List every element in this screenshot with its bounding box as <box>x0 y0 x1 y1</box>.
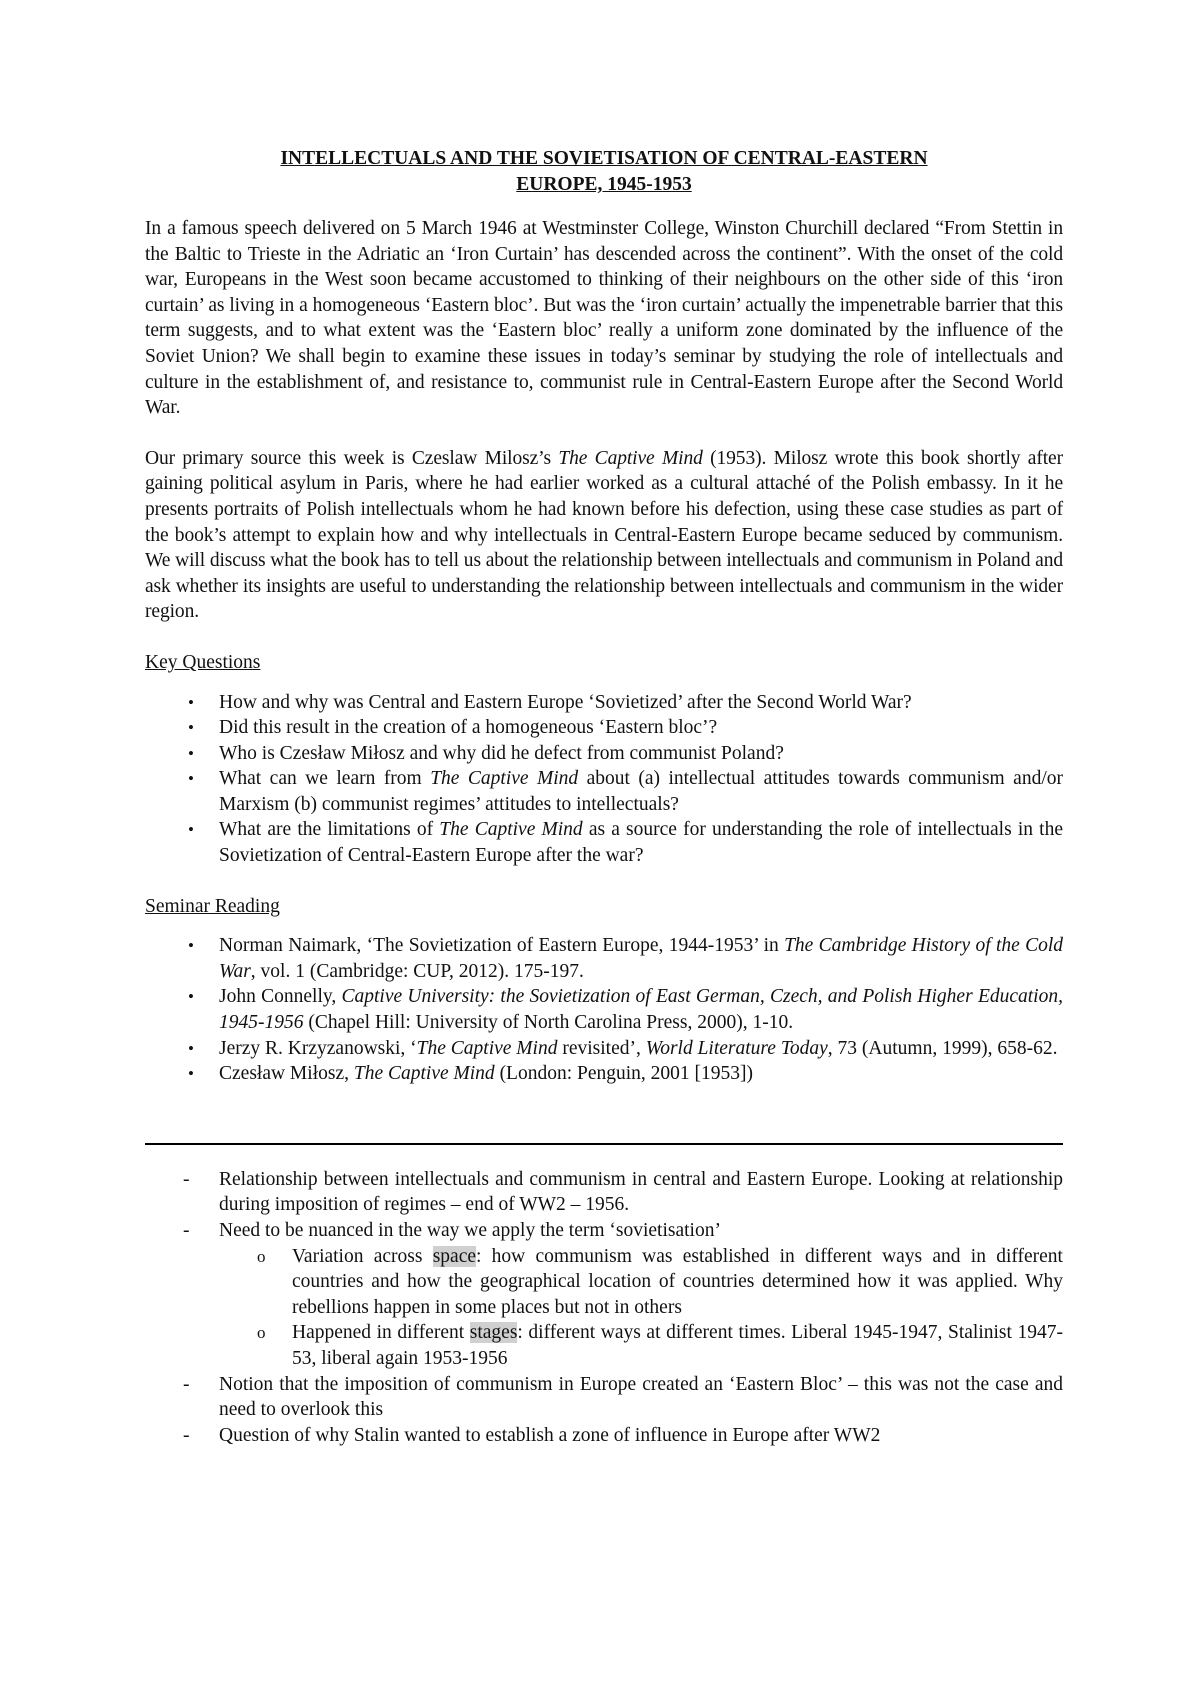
list-item <box>145 1167 1063 1218</box>
note-text: Happened in different <box>292 1322 470 1344</box>
title-line-2: EUROPE, 1945-1953 <box>516 174 692 195</box>
list-item <box>145 766 1063 817</box>
dash-icon: - <box>183 1168 190 1190</box>
key-questions-list <box>145 690 1063 869</box>
list-item <box>145 984 1063 1035</box>
reading-title: The Captive Mind <box>416 1037 558 1059</box>
list-item <box>145 715 1063 741</box>
list-item <box>145 1423 1063 1449</box>
seminar-reading-heading: Seminar Reading <box>145 895 280 917</box>
note-text: Notion that the imposition of communism in Europe created an ‘Eastern Bloc’ – this was not the case and need to overlook this <box>219 1373 1063 1421</box>
reading-text: Jerzy R. Krzyzanowski, ‘ <box>219 1037 417 1059</box>
question-text: about (a) intellectual attitudes towards communism and/or Marxism (b) communist regimes’ attitudes to intellectuals? <box>219 768 1063 815</box>
note-text: Variation across <box>292 1245 433 1267</box>
bullet-icon: • <box>188 769 194 789</box>
list-item <box>145 1218 1063 1372</box>
circle-bullet-icon: o <box>257 1246 266 1266</box>
bullet-icon: • <box>188 820 194 840</box>
title-line-1: INTELLECTUALS AND THE SOVIETISATION OF CENTRAL-EASTERN <box>280 148 928 169</box>
reading-list <box>145 933 1063 1087</box>
reading-text: (London: Penguin, 2001 [1953]) <box>494 1063 754 1085</box>
list-item <box>145 1372 1063 1423</box>
reading-title: Captive University: the Sovietization of East German, Czech, and Polish Higher Education, 1945-1956 <box>219 986 1063 1034</box>
list-item <box>145 1036 1063 1062</box>
list-item <box>145 933 1063 984</box>
question-text: What can we learn from <box>219 768 431 790</box>
section-divider <box>145 1143 1063 1145</box>
dash-icon: - <box>183 1373 190 1395</box>
note-text: : how communism was established in different ways and in different countries and how the geographical location of countries determined how it was applied. Why rebellions happen in some places but not in others <box>292 1245 1063 1318</box>
note-text: Question of why Stalin wanted to establish a zone of influence in Europe after WW2 <box>219 1424 881 1446</box>
question-text: How and why was Central and Eastern Europe ‘Sovietized’ after the Second World War? <box>219 691 912 713</box>
reading-text: Norman Naimark, ‘The Sovietization of Eastern Europe, 1944-1953’ in <box>219 935 785 957</box>
bullet-icon: • <box>188 1064 194 1084</box>
list-item <box>145 1061 1063 1087</box>
list-item <box>145 741 1063 767</box>
sub-list-item <box>145 1320 1063 1371</box>
list-item <box>145 690 1063 716</box>
reading-text: , 73 (Autumn, 1999), 658-62. <box>827 1037 1058 1059</box>
para2-text-after: (1953). Milosz wrote this book shortly after gaining political asylum in Paris, where he had earlier worked as a cultural attaché of the Polish embassy. In it he presents portraits of Polish intellectuals whom he had known before his defection, using these case studies as part of the book’s attempt to explain how and why intellectuals in Central-Eastern Europe became seduced by communism. We will discuss what the book has to tell us about the relationship between intellectuals and communism in Poland and ask whether its insights are useful to understanding the relationship between intellectuals and communism in the wider region. <box>145 447 1063 623</box>
question-text: Who is Czesław Miłosz and why did he defect from communist Poland? <box>219 742 784 764</box>
reading-title: The Captive Mind <box>353 1063 495 1085</box>
dash-icon: - <box>183 1220 190 1241</box>
bullet-icon: • <box>188 743 194 763</box>
note-text: Relationship between intellectuals and communism in central and Eastern Europe. Looking at relationship during imposition of regimes – end of WW2 – 1956. <box>219 1168 1063 1216</box>
highlighted-text: space <box>432 1245 477 1267</box>
bullet-icon: • <box>188 718 194 738</box>
notes-list <box>145 1167 1063 1449</box>
para2-book-title: The Captive Mind <box>558 447 703 469</box>
book-title: The Captive Mind <box>439 819 583 841</box>
note-text: : different ways at different times. Liberal 1945-1947, Stalinist 1947-53, liberal again 1953-1956 <box>292 1322 1063 1369</box>
bullet-icon: • <box>188 1038 194 1058</box>
document-title <box>145 146 1063 198</box>
bullet-icon: • <box>188 987 194 1007</box>
document-page <box>145 0 1063 1448</box>
reading-text: John Connelly, <box>219 986 342 1008</box>
book-title: The Captive Mind <box>430 768 579 790</box>
question-text: Did this result in the creation of a homogeneous ‘Eastern bloc’? <box>219 717 718 739</box>
circle-bullet-icon: o <box>257 1323 266 1343</box>
key-questions-heading: Key Questions <box>145 651 261 673</box>
sub-list-item <box>145 1244 1063 1321</box>
primary-source-paragraph <box>145 446 1063 625</box>
reading-text: Czesław Miłosz, <box>219 1063 354 1085</box>
journal-title: World Literature Today <box>645 1037 828 1059</box>
sub-notes-list <box>219 1244 1063 1372</box>
list-item <box>145 817 1063 868</box>
reading-title: The Cambridge History of the Cold War <box>219 935 1064 982</box>
question-text: as a source for understanding the role of intellectuals in the Sovietization of Central-Eastern Europe after the war? <box>219 819 1063 867</box>
highlighted-text: stages <box>469 1322 518 1344</box>
reading-text: , vol. 1 (Cambridge: CUP, 2012). 175-197. <box>250 960 584 982</box>
reading-text: revisited’, <box>557 1037 646 1059</box>
note-text: Need to be nuanced in the way we apply the term ‘sovietisation’ <box>219 1220 721 1241</box>
intro-paragraph: In a famous speech delivered on 5 March 1946 at Westminster College, Winston Churchill declared “From Stettin in the Baltic to Trieste in the Adriatic an ‘Iron Curtain’ has descended across the continent”. With the onset of the cold war, Europeans in the West soon became accustomed to thinking of their neighbours on the other side of this ‘iron curtain’ as living in a homogeneous ‘Eastern bloc’. But was the ‘iron curtain’ actually the impenetrable barrier that this term suggests, and to what extent was the ‘Eastern bloc’ really a uniform zone dominated by the influence of the Soviet Union? We shall begin to examine these issues in today’s seminar by studying the role of intellectuals and culture in the establishment of, and resistance to, communist rule in Central-Eastern Europe after the Second World War. <box>145 218 1063 419</box>
reading-text: (Chapel Hill: University of North Carolina Press, 2000), 1-10. <box>303 1012 794 1034</box>
dash-icon: - <box>183 1424 190 1446</box>
bullet-icon: • <box>188 692 194 712</box>
para2-text-before: Our primary source this week is Czeslaw Milosz’s <box>145 447 559 469</box>
bullet-icon: • <box>188 936 194 956</box>
question-text: What are the limitations of <box>219 819 440 841</box>
